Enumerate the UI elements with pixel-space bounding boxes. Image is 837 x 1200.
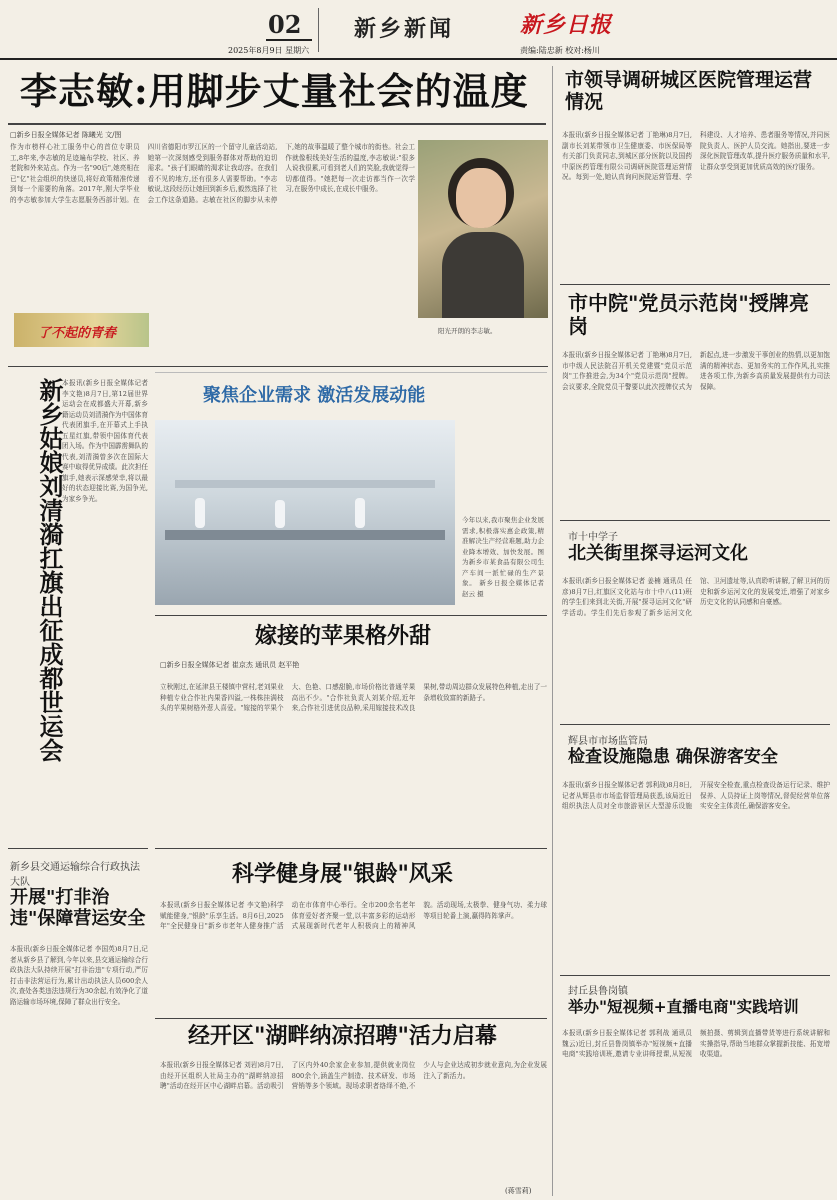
zone-headline: 经开区"湖畔纳凉招聘"活力启幕 (188, 1023, 497, 1049)
right-article-3-headline: 北关街里探寻运河文化 (568, 543, 748, 564)
lead-photo-caption: 阳光开朗的李志敏。 (438, 327, 497, 335)
right-article-4-body: 本报讯(新乡日报全媒体记者 郭利战)8月8日,记者从辉县市市场监督管理局获悉,该局近日组织执法人员对全市旅游景区大型游乐设施开展安全检查,重点检查设备运行记录、维护保养、人员持证上岗等情况,督促经营单位落实安全主体责任,确保游客安全。 (562, 781, 830, 810)
zone-author: (蒋雪莉) (505, 1187, 532, 1195)
right-article-3-body: 本报讯(新乡日报全媒体记者 姜楠 通讯员 任彦)8月7日,红旗区文化站与市十中八(11)班的学生们来到北关街,开展"探寻运河文化"研学活动。学生们先后参观了新乡运河文化馆、卫河遗址等,认真聆听讲解,了解卫河的历史和新乡运河文化的发展变迁,增强了对家乡历史文化的认同感和自豪感。 (562, 577, 830, 617)
lead-portrait-photo (418, 140, 548, 318)
right-article-5-headline: 举办"短视频+直播电商"实践培训 (568, 997, 799, 1016)
editors-line: 责编:陆忠新 校对:杨川 (520, 46, 600, 55)
traffic-rule (8, 848, 148, 849)
right-column-divider (552, 66, 553, 1196)
apple-body: 立秋刚过,在延津县王楼镇中营村,老刘果业种植专业合作社内果香四溢,一株株挂满枝头的苹果树格外惹人喜爱。"嫁接的苹果个大、色艳、口感甜脆,市场价格比普通苹果高出不少。"合作社负责人刘某介绍,近年来,合作社引进优良品种,采用嫁接技术改良果树,带动周边群众发展特色种植,走出了一条增收致富的新路子。 (160, 683, 547, 712)
factory-photo (155, 420, 455, 605)
fitness-headline: 科学健身展"银龄"风采 (232, 861, 453, 887)
youth-banner-text: 了不起的青春 (38, 326, 117, 341)
right-article-2-body: 本报讯(新乡日报全媒体记者 丁艳琳)8月7日,市中级人民法院召开机关党建暨"党员示范岗"工作推进会,为34个"党员示范岗"授牌。会议要求,全院党员干警要以此次授牌仪式为新起点,进一步激发干事创业的热情,以更加饱满的精神状态、更加务实的工作作风,扎实推进各项工作,为新乡高质量发展提供有力司法保障。 (562, 351, 830, 391)
fitness-rule (155, 848, 547, 849)
portrait-body (442, 232, 524, 318)
right-article-1-headline: 市领导调研城区医院管理运营情况 (565, 69, 813, 113)
worker (195, 498, 205, 528)
apple-rule (155, 615, 547, 616)
fitness-body: 本报讯(新乡日报全媒体记者 李文艳)科学赋能健身,"银龄"乐享生活。8月6日,2025年"全民健身日"新乡市老年人健身推广活动在市体育中心举行。全市200余名老年体育爱好者齐聚一堂,以丰富多彩的运动形式展现新时代老年人积极向上的精神风貌。活动现场,太极拳、健身气功、柔力球等项目轮番上演,赢得阵阵掌声。 (160, 901, 547, 930)
zone-body: 本报讯(新乡日报全媒体记者 刘岩)8月7日,由经开区组织人社局主办的"湖畔纳凉招聘"活动在经开区中心湖畔启幕。活动吸引了区内外40余家企业参加,提供就业岗位800余个,涵盖生产制造、技术研发、市场营销等多个领域。现场求职者络绎不绝,不少人与企业达成初步就业意向,为企业发展注入了新活力。 (160, 1061, 547, 1090)
right-article-1-body: 本报讯(新乡日报全媒体记者 丁艳琳)8月7日,副市长刘某带领市卫生健康委、市医保局等有关部门负责同志,到城区部分医院以及国药中原医药管理有限公司调研医院管理运营情况。每到一处,她认真询问医院运营管理、学科建设、人才培养、患者服务等情况,并同医院负责人、医护人员交流。她指出,要进一步深化医院管理改革,提升医疗服务质量和水平,让群众享受到更加优质高效的医疗服务。 (562, 131, 830, 181)
right-article-5-kicker: 封丘县鲁岗镇 (568, 986, 628, 997)
worker (275, 500, 285, 528)
apple-headline: 嫁接的苹果格外甜 (255, 623, 432, 649)
right-rule-2 (560, 284, 830, 285)
section-name: 新乡新闻 (354, 16, 455, 42)
feature-headline: 聚焦企业需求 激活发展动能 (203, 385, 426, 406)
dateline: 2025年8月9日 星期六 (228, 46, 310, 55)
right-article-3-kicker: 市十中学子 (568, 532, 618, 543)
traffic-kicker: 新乡县交通运输综合行政执法大队 (10, 862, 140, 888)
feature-caption: 今年以来,我市聚焦企业发展需求,积极落实惠企政策,精准解决生产经营难题,助力企业降本增效、加快发展。图为新乡市某食品有限公司生产车间一派忙碌的生产景象。 新乡日报全媒体记者 赵云 摄 (462, 516, 544, 598)
right-rule-5 (560, 975, 830, 976)
lead-headline: 李志敏:用脚步丈量社会的温度 (20, 69, 529, 113)
right-rule-3 (560, 520, 830, 521)
youth-banner (14, 313, 149, 347)
apple-byline: □新乡日报全媒体记者 崔京杰 通讯员 赵平艳 (160, 661, 300, 669)
factory-conveyor (175, 480, 435, 488)
right-article-2-headline: 市中院"党员示范岗"授牌亮岗 (568, 291, 809, 338)
zone-rule (155, 1018, 547, 1019)
lead-body: 作为市榜样心社工服务中心的首位专职员工,8年来,李志敏的足迹遍布学校、社区、养老院和外来站点。作为一名"90后",她亮相在已"亿"社会组织的快递员,将好政策精准传递到每一个需要的角落。2017年,刚大学毕业的李志敏参加大学生志愿服务西部计划。在四川省德阳市罗江区的一个留守儿童活动站,她第一次深刻感受到服务群体对帮助的迫切需求。"孩子们眼睛的渴求让我动容。在我们看不见的地方,还有很多人需要帮助。"李志敏说,这段经历让她回到新乡后,毅然选择了社会工作这条道路。志敏在社区的脚步从未停下,她的故事温暖了整个城市的街巷。社会工作就像根线美好生活的温度,李志敏说:"很多人说我很累,可看到老人们的笑脸,我就觉得一切都值得。"她把每一次走访都当作一次学习,在服务中成长,在成长中服务。 (10, 143, 415, 204)
traffic-body: 本报讯(新乡日报全媒体记者 李国英)8月7日,记者从新乡县了解到,今年以来,县交通运输综合行政执法大队持续开展"打非治违"专项行动,严厉打击非法营运行为,累计出动执法人员600余人次,查处各类违法违规行为30余起,有效净化了道路运输市场环境,保障了群众出行安全。 (10, 945, 148, 1006)
newspaper-logo: 新乡日报 (520, 12, 613, 38)
masthead-divider (318, 8, 319, 52)
lead-byline: □新乡日报全媒体记者 陈曦光 文/图 (10, 131, 122, 139)
page-number-underline (266, 39, 312, 41)
feature-header (155, 372, 547, 410)
worker (355, 498, 365, 528)
page-number: 02 (268, 10, 302, 39)
right-rule-4 (560, 724, 830, 725)
right-article-4-headline: 检查设施隐患 确保游客安全 (568, 747, 778, 767)
factory-line (165, 530, 445, 540)
right-article-4-kicker: 辉县市市场监管局 (568, 736, 648, 747)
traffic-headline: 开展"打非治违"保障营运安全 (10, 887, 146, 929)
side-story-headline: 新乡姑娘刘清漪扛旗出征成都世运会 (35, 378, 64, 762)
right-article-5-body: 本报讯(新乡日报全媒体记者 郭利战 通讯员 魏云)近日,封丘县鲁岗镇举办"短视频+直播电商"实践培训班,邀请专业讲师授课,从短视频拍摄、剪辑到直播带货等进行系统讲解和实操指导,帮助当地群众掌握新技能、拓宽增收渠道。 (562, 1029, 830, 1058)
lead-rule (8, 123, 546, 125)
side-story-body: 本报讯(新乡日报全媒体记者 李文艳)8月7日,第12届世界运动会在成都盛大开幕,新乡籍运动员刘清漪作为中国体育代表团旗手,在开幕式上手执五星红旗,带领中国体育代表团入场。作为中国霹雳舞队的代表,刘清漪曾多次在国际大赛中取得优异成绩。此次担任旗手,她表示深感荣幸,将以最好的状态迎接比赛,为国争光,为家乡争光。 (62, 379, 148, 503)
side-rule (8, 366, 548, 367)
portrait-face (456, 168, 506, 228)
